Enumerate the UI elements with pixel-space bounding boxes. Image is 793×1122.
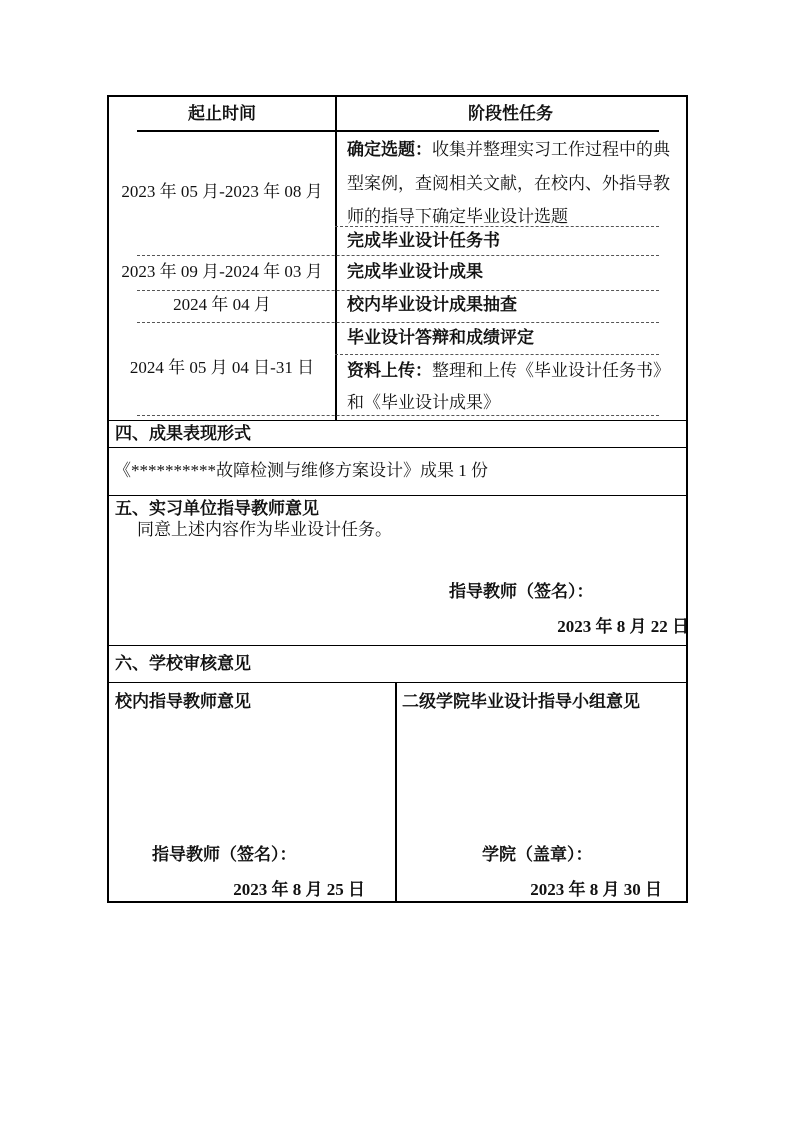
college-seal-label: 学院（盖章）：	[482, 845, 593, 864]
schedule-row1-date: 2023 年 05 月-2023 年 08 月	[121, 182, 323, 201]
schedule-row1-task-line1: 确定选题：收集并整理实习工作过程中的典	[347, 140, 670, 159]
schedule-row4-task2-line2: 和《毕业设计成果》	[347, 393, 500, 412]
schedule-row-divider-dashed	[137, 322, 659, 323]
section4-content: 《**********故障检测与维修方案设计》成果 1 份	[114, 461, 488, 480]
schedule-row3-task: 校内毕业设计成果抽查	[347, 295, 517, 314]
schedule-row1-task-line2: 型案例，查阅相关文献，在校内、外指导教	[347, 173, 670, 193]
section5-content: 同意上述内容作为毕业设计任务。	[137, 520, 392, 539]
task-label: 确定选题：	[347, 140, 432, 159]
schedule-row4-task2-line1: 资料上传：整理和上传《毕业设计任务书》	[347, 361, 670, 380]
schedule-column-divider	[335, 97, 337, 420]
schedule-row1-task-line3: 师的指导下确定毕业设计选题	[347, 207, 568, 226]
task-label: 资料上传：	[347, 361, 432, 380]
schedule-row2-task: 完成毕业设计成果	[347, 262, 483, 281]
section6-title: 六、学校审核意见	[115, 654, 251, 673]
task-form-table	[107, 95, 688, 903]
section-divider	[109, 645, 686, 646]
section-divider	[109, 682, 686, 683]
college-group-opinion-title: 二级学院毕业设计指导小组意见	[402, 692, 640, 711]
section4-title: 四、成果表现形式	[115, 424, 251, 443]
internal-advisor-opinion-title: 校内指导教师意见	[115, 692, 251, 711]
schedule-header-underline	[137, 130, 659, 132]
schedule-row-divider-dashed	[137, 290, 659, 291]
schedule-row4-date: 2024 年 05 月 04 日-31 日	[129, 358, 315, 377]
internal-advisor-sign-label: 指导教师（签名）：	[152, 845, 297, 864]
schedule-row2-date: 2023 年 09 月-2024 年 03 月	[121, 262, 323, 281]
schedule-row3-date: 2024 年 04 月	[173, 295, 271, 314]
college-sign-date: 2023 年 8 月 30 日	[530, 880, 662, 899]
schedule-row4-task1: 毕业设计答辩和成绩评定	[347, 328, 534, 347]
opinion-column-divider	[395, 682, 397, 901]
schedule-header-task: 阶段性任务	[468, 104, 553, 123]
section5-title: 五、实习单位指导教师意见	[115, 499, 319, 518]
schedule-row1-task2: 完成毕业设计任务书	[347, 231, 500, 250]
section5-sign-date: 2023 年 8 月 22 日	[557, 617, 689, 636]
internal-advisor-sign-date: 2023 年 8 月 25 日	[233, 880, 365, 899]
schedule-row4-task2	[347, 355, 670, 419]
schedule-header-time: 起止时间	[188, 104, 256, 123]
schedule-row-divider-dashed	[137, 255, 659, 256]
section5-sign-label: 指导教师（签名）：	[449, 582, 594, 601]
schedule-row1-task	[347, 133, 670, 234]
